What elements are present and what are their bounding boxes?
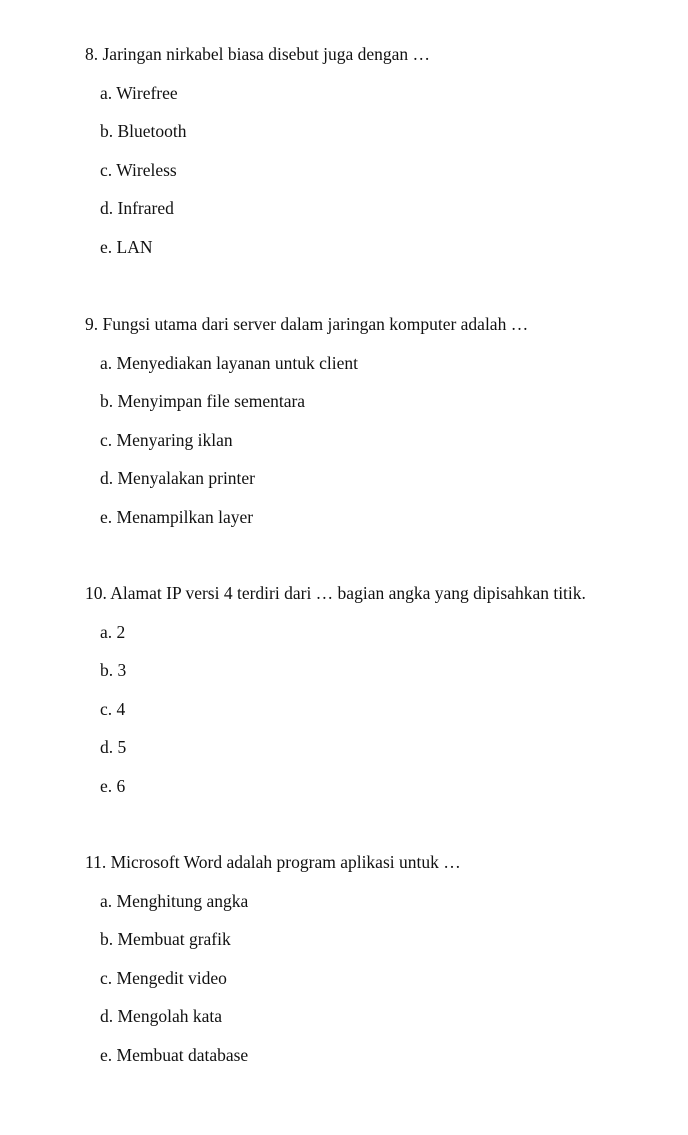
option-d: d. Infrared [100, 198, 174, 218]
option-b: b. Bluetooth [100, 121, 187, 141]
option-d: d. Menyalakan printer [100, 468, 256, 488]
question-11 [85, 850, 675, 1067]
option-a: a. 2 [100, 621, 126, 642]
option-c: c. Menyaring iklan [100, 429, 233, 450]
option-d: d. 5 [100, 737, 127, 757]
option-a: a. Menyediakan layanan untuk client [100, 352, 359, 373]
option-e: e. LAN [100, 236, 153, 257]
option-e: e. 6 [100, 775, 126, 796]
question-text: 9. Fungsi utama dari server dalam jaringan komputer adalah … [85, 314, 529, 334]
question-text: 8. Jaringan nirkabel biasa disebut juga dengan … [85, 44, 431, 64]
option-b: b. 3 [100, 660, 127, 680]
question-8 [85, 42, 675, 259]
option-a: a. Menghitung angka [100, 890, 249, 911]
question-10 [85, 581, 675, 798]
option-c: c. Wireless [100, 159, 177, 180]
answer-options [85, 620, 675, 798]
answer-options [85, 351, 675, 529]
answer-options [85, 81, 675, 259]
question-text: 10. Alamat IP versi 4 terdiri dari … bagian angka yang dipisahkan titik. [85, 583, 586, 603]
option-c: c. Mengedit video [100, 967, 227, 988]
option-d: d. Mengolah kata [100, 1006, 222, 1026]
answer-options [85, 889, 675, 1067]
option-a: a. Wirefree [100, 82, 178, 103]
question-text: 11. Microsoft Word adalah program aplikasi untuk … [85, 852, 461, 872]
question-9 [85, 312, 675, 529]
option-e: e. Membuat database [100, 1044, 249, 1065]
option-b: b. Menyimpan file sementara [100, 391, 306, 411]
option-b: b. Membuat grafik [100, 929, 231, 949]
option-c: c. 4 [100, 698, 126, 719]
option-e: e. Menampilkan layer [100, 506, 254, 527]
